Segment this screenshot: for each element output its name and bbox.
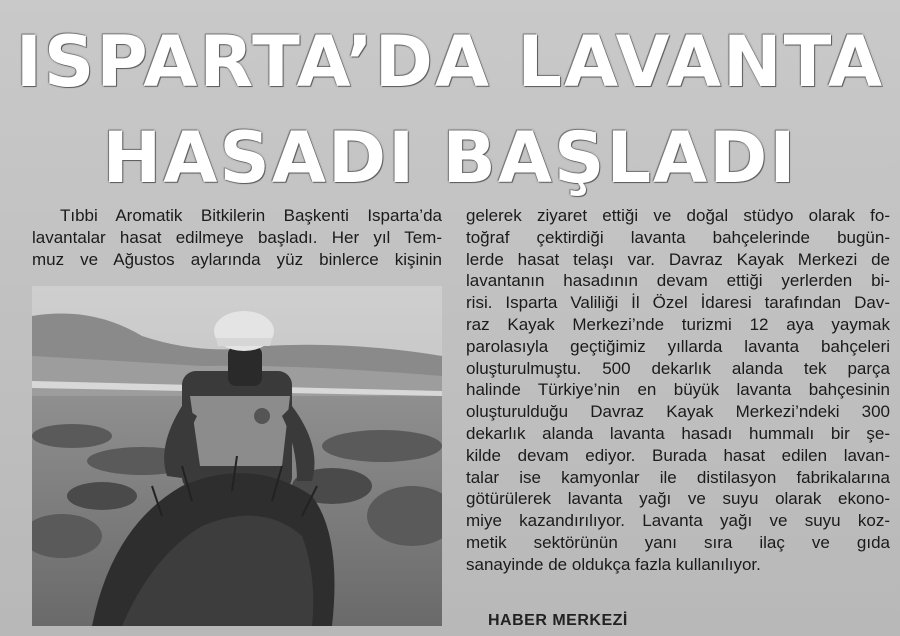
article-line: miye kazandırılıyor. Lavanta yağı ve suyu koz- (466, 511, 890, 531)
article-line: gelerek ziyaret ettiği ve doğal stüdyo olarak fo- (466, 206, 890, 225)
article-line: lavantalar hasat edilmeye başladı. Her yıl Tem- (32, 227, 442, 247)
article-line: dekarlık alanda lavanta hasadı hummalı bir şe- (466, 423, 890, 443)
article-line: sanayinde de oldukça fazla kullanılıyor. (466, 554, 761, 574)
byline: HABER MERKEZİ (488, 612, 628, 629)
lavender-harvest-photo (32, 286, 442, 626)
article-line: toğraf çektirdiği lavanta bahçelerinde bugün- (466, 227, 890, 247)
article-line: halinde Türkiye’nin en büyük lavanta bahçesinin (466, 380, 890, 400)
article-line: kilde devam ediyor. Burada hasat edilen lavan- (466, 445, 890, 465)
article-line: oluşturulduğu Davraz Kayak Merkezi’ndeki 300 (466, 402, 890, 422)
article-column-left (32, 205, 442, 270)
headline-line-2: HASADI BAŞLADI (102, 117, 798, 199)
article-line: metik sektörünün yanı sıra ilaç ve gıda (466, 532, 890, 552)
article-line: raz Kayak Merkezi’nde turizmi 12 aya yaymak (466, 314, 890, 334)
article-line: talar ise kamyonlar ile distilasyon fabrikalarına (466, 467, 890, 487)
article-line: parolasıyla geçtiğimiz yıllarda lavanta bahçeleri (466, 336, 890, 356)
article-line: lerde hasat telaşı var. Davraz Kayak Merkezi de (466, 249, 890, 269)
article-line: götürülerek lavanta yağı ve suyu olarak ekono- (466, 489, 890, 509)
article-line: oluşturulmuştu. 500 dekarlık alanda tek parça (466, 358, 890, 378)
article-line: risi. Isparta Valiliği İl Özel İdaresi tarafından Dav- (466, 293, 890, 313)
article-column-right (466, 205, 890, 576)
headline-line-1: ISPARTA’DA LAVANTA (15, 21, 885, 103)
photo-illustration (32, 286, 442, 626)
article-line: muz ve Ağustos aylarında yüz binlerce kişinin (32, 249, 442, 269)
article-line: lavantanın hasadının devam ettiği yerlerden bi- (466, 271, 890, 291)
article-line: Tıbbi Aromatik Bitkilerin Başkenti Isparta’da (60, 206, 442, 225)
